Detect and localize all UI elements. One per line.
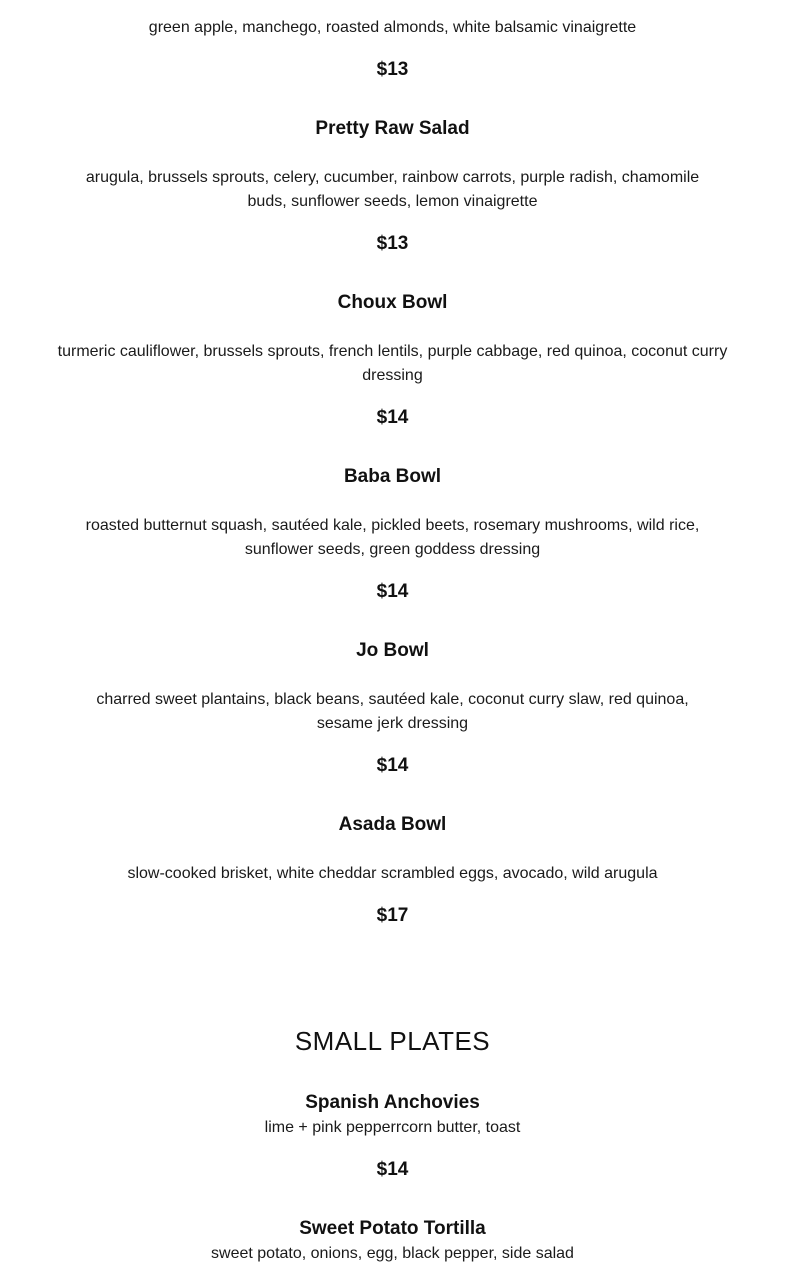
item-description: turmeric cauliflower, brussels sprouts, french lentils, purple cabbage, red quinoa, coconut curry dressing xyxy=(57,343,728,384)
item-description: sweet potato, onions, egg, black pepper, side salad xyxy=(211,1245,574,1262)
item-price: $14 xyxy=(376,1159,409,1180)
item-description: charred sweet plantains, black beans, sautéed kale, coconut curry slaw, red quinoa, sesame jerk dressing xyxy=(96,691,689,732)
item-price: $13 xyxy=(376,233,409,254)
item-description: arugula, brussels sprouts, celery, cucumber, rainbow carrots, purple radish, chamomile buds, sunflower seeds, lemon vinaigrette xyxy=(85,169,700,210)
item-price: $14 xyxy=(376,407,409,428)
menu-item-baba-bowl xyxy=(0,465,785,604)
menu-item-asada-bowl xyxy=(0,813,785,928)
item-price: $13 xyxy=(376,59,409,80)
item-name: Baba Bowl xyxy=(343,466,442,487)
menu-item-choux-bowl xyxy=(0,291,785,430)
menu-item-0 xyxy=(0,16,785,82)
menu-item-pretty-raw-salad xyxy=(0,117,785,256)
item-name: Pretty Raw Salad xyxy=(315,118,470,139)
item-description: roasted butternut squash, sautéed kale, pickled beets, rosemary mushrooms, wild rice, sunflower seeds, green goddess dressing xyxy=(85,517,700,558)
item-description: lime + pink pepperrcorn butter, toast xyxy=(264,1119,521,1136)
menu-item-spanish-anchovies xyxy=(0,1091,785,1182)
item-price: $17 xyxy=(376,905,409,926)
section-title: SMALL PLATES xyxy=(294,1026,491,1056)
item-price: $14 xyxy=(376,581,409,602)
section-heading-small-plates xyxy=(0,1026,785,1056)
item-name: Jo Bowl xyxy=(356,640,429,661)
item-name: Sweet Potato Tortilla xyxy=(299,1218,486,1239)
menu-item-sweet-potato-tortilla xyxy=(0,1217,785,1266)
item-name: Spanish Anchovies xyxy=(305,1092,480,1113)
item-name: Asada Bowl xyxy=(338,814,447,835)
menu-item-jo-bowl xyxy=(0,639,785,778)
item-description: slow-cooked brisket, white cheddar scrambled eggs, avocado, wild arugula xyxy=(127,865,658,882)
item-description: green apple, manchego, roasted almonds, white balsamic vinaigrette xyxy=(148,19,637,36)
item-name: Choux Bowl xyxy=(337,292,448,313)
item-price: $14 xyxy=(376,755,409,776)
